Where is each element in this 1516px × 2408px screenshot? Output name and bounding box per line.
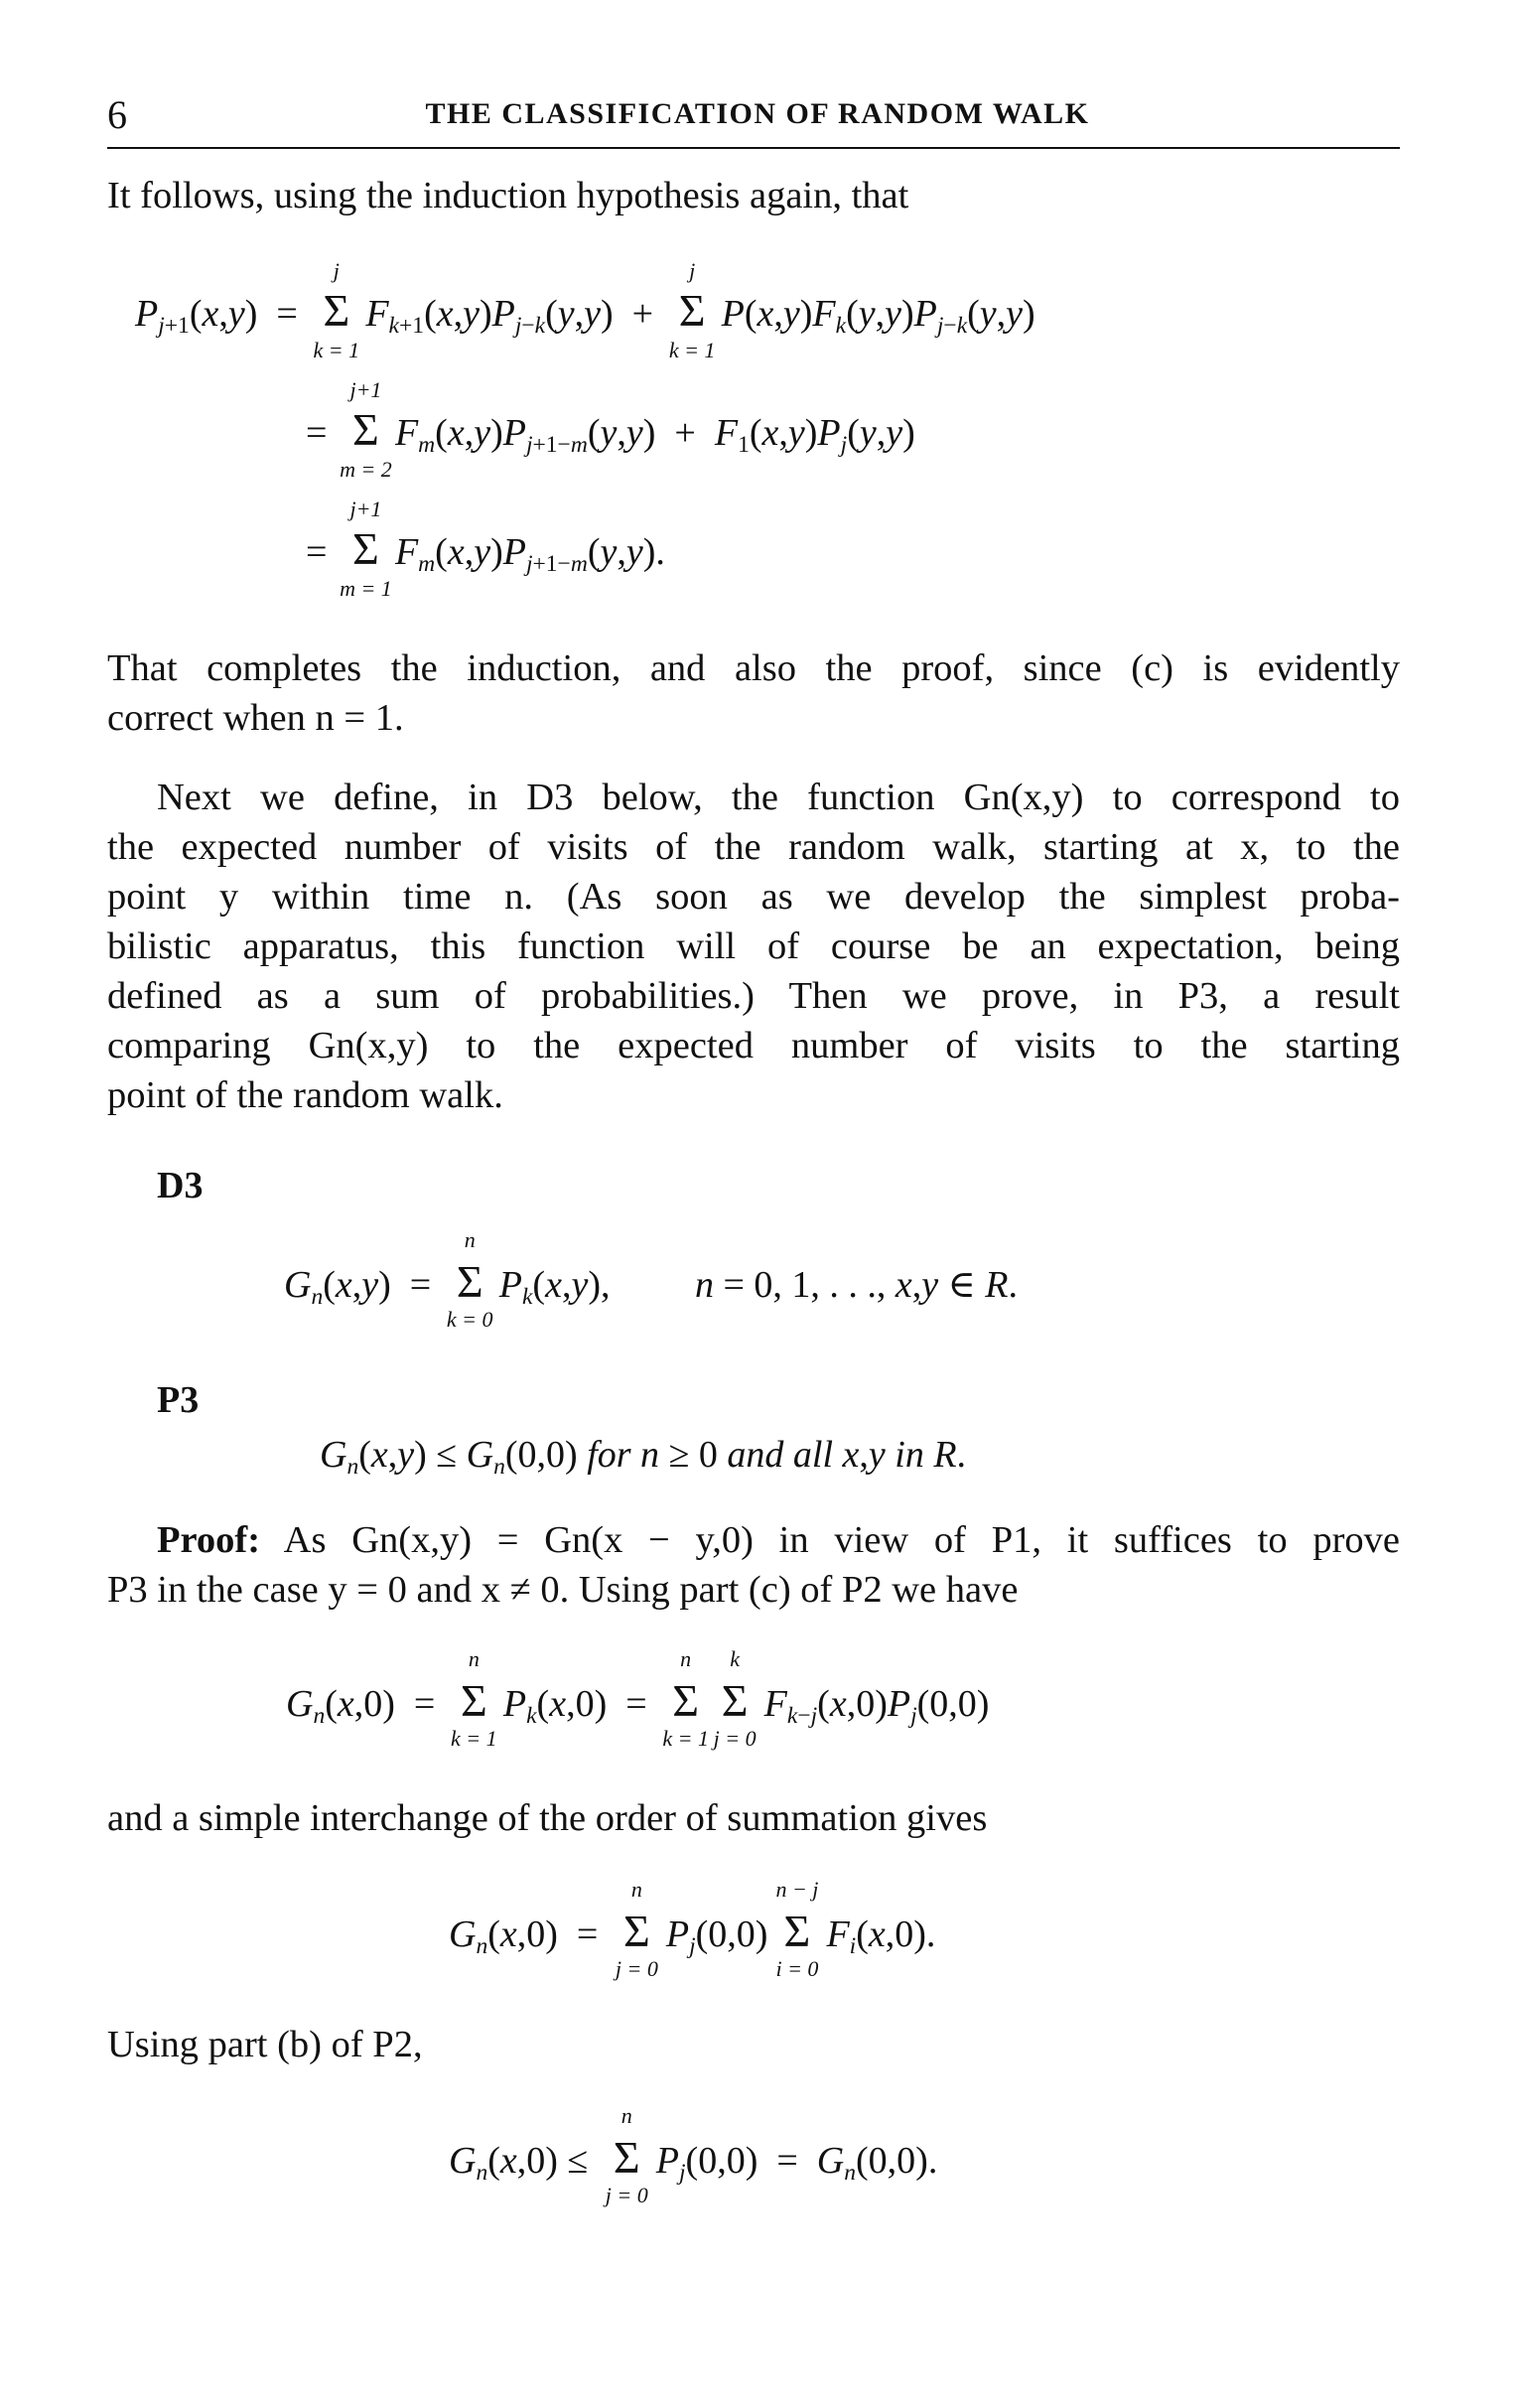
intro-line: It follows, using the induction hypothesis again, that: [107, 175, 909, 216]
para-next: [107, 773, 1400, 1120]
d3-label: D3: [157, 1165, 204, 1206]
page-number: 6: [107, 92, 127, 137]
proof-paragraph: [107, 1515, 1400, 1615]
eq-interchange: $G_n(x,0)$ = n Σ j = 0 $P_j(0,0)$ n − j Σ i = 0 $F_i(x,0)$.: [449, 1877, 936, 1981]
para-next-line-6: comparing Gn(x,y) to the expected number of visits to the starting: [107, 1025, 1400, 1066]
eq-final: $G_n(x,0)$ ≤ n Σ j = 0 $P_j(0,0) = G_n(0,0)$.: [449, 2103, 938, 2207]
running-title: THE CLASSIFICATION OF RANDOM WALK: [425, 97, 1090, 130]
interchange-line: and a simple interchange of the order of summation gives: [107, 1797, 988, 1839]
para-completes-line-2: correct when n = 1.: [107, 697, 404, 739]
d3-formula: $G_n(x,y)$ = n Σ k = 0 $P_k(x,y)$, n = 0, 1, . . ., x,y ∈ R.: [284, 1227, 1019, 1332]
header-rule: [107, 147, 1400, 149]
para-next-line-3: point y within time n. (As soon as we develop the simplest proba-: [107, 876, 1400, 918]
induction-eq-line-1: $P_{j+1}(x,y)$ = j Σ k = 1 $F_{k+1}(x,y)P_{j-k}(y,y)$ + j Σ k = 1 $P(x,y)F_k(y,y)P_{j-k}(y,y)$: [135, 258, 1035, 362]
para-next-line-2: the expected number of visits of the random walk, starting at x, to the: [107, 826, 1400, 868]
proof-line-2: P3 in the case y = 0 and x ≠ 0. Using part (c) of P2 we have: [107, 1569, 1019, 1611]
eq-gn-x0: $G_n(x,0)$ = n Σ k = 1 $P_k(x,0)$ = n Σ k = 1 k Σ j = 0 $F_{k-j}(x,0)P_j(0,0)$: [286, 1646, 990, 1751]
para-completes-line-1: That completes the induction, and also the proof, since (c) is evidently: [107, 647, 1400, 689]
induction-eq-line-2: = j+1 Σ m = 2 $F_m(x,y)P_{j+1-m}(y,y) + F_1(x,y)P_j(y,y)$: [306, 377, 915, 482]
proof-label: Proof:: [157, 1519, 261, 1561]
proof-line-1-text: As Gn(x,y) = Gn(x − y,0) in view of P1, it suffices to prove: [283, 1519, 1400, 1561]
page-header: [107, 91, 1408, 145]
p3-label: P3: [157, 1379, 200, 1421]
para-next-line-5: defined as a sum of probabilities.) Then we prove, in P3, a result: [107, 975, 1400, 1017]
para-next-line-1: Next we define, in D3 below, the function Gn(x,y) to correspond to: [157, 777, 1400, 818]
para-next-line-4: bilistic apparatus, this function will of course be an expectation, being: [107, 925, 1400, 967]
induction-eq-line-3: = j+1 Σ m = 1 $F_m(x,y)P_{j+1-m}(y,y)$.: [306, 496, 665, 601]
p3-statement: $G_n(x,y) \le G_n(0,0)$ for n ≥ 0 and all x,y in R.: [320, 1434, 967, 1481]
para-next-line-7: point of the random walk.: [107, 1074, 503, 1116]
proof-line-1: [107, 1515, 1400, 1565]
induction-equation: [107, 260, 1400, 637]
para-completes: [107, 643, 1400, 743]
using-b-line: Using part (b) of P2,: [107, 2024, 423, 2065]
